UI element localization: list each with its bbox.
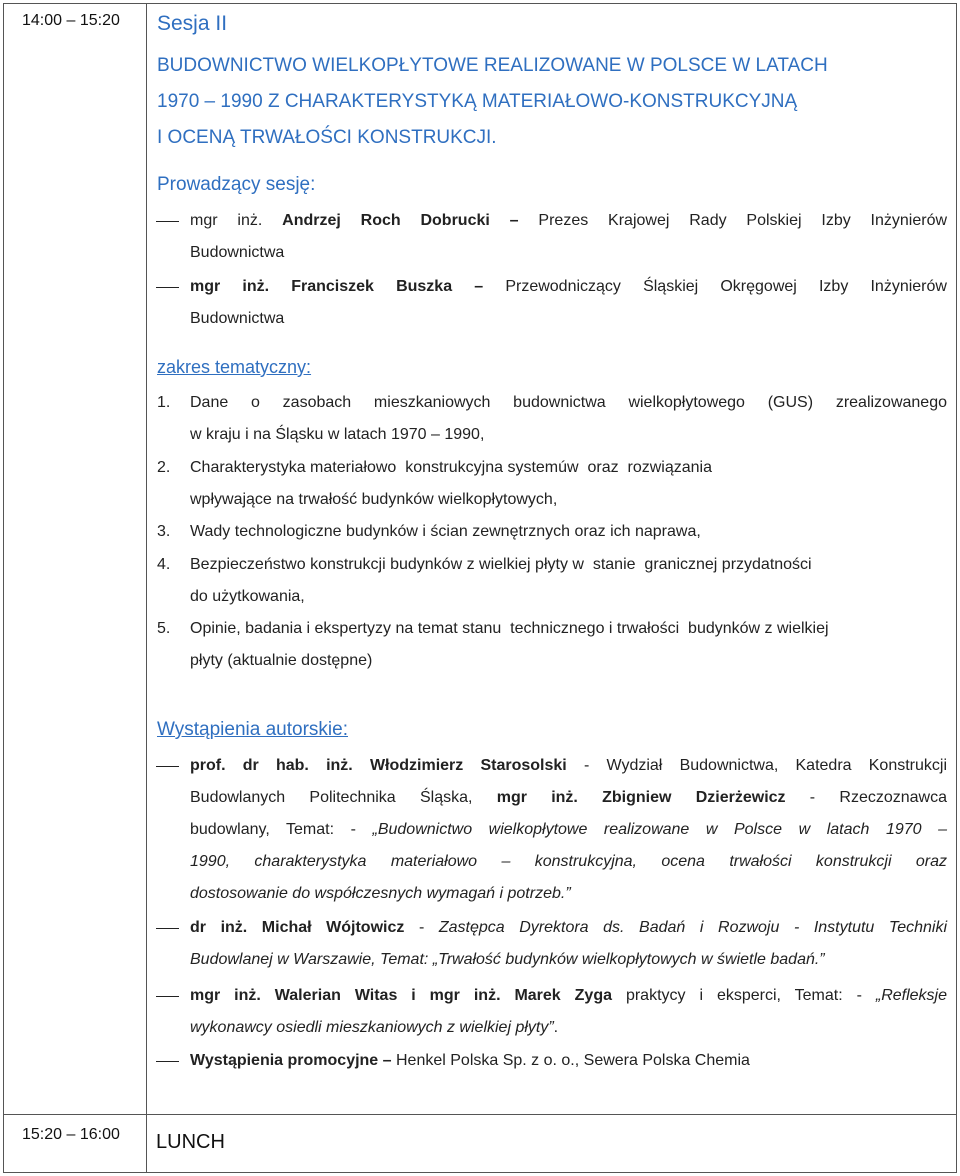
- talk-author: prof. dr hab. inż. Włodzimierz Starosolski: [190, 757, 567, 774]
- dash-bullet: [156, 766, 179, 767]
- talk-author: mgr inż. Zbigniew Dzierżewicz: [496, 789, 786, 806]
- chair-entry: [190, 271, 947, 335]
- talk-topic: „Budownictwo wielkopłytowe realizowane w Polsce w latach 1970 –: [372, 821, 947, 838]
- session-title-line: 1970 – 1990 Z CHARAKTERYSTYKĄ MATERIAŁOWO-KONSTRUKCYJNĄ: [157, 91, 798, 112]
- scope-item-line: Wady technologiczne budynków i ścian zewnętrznych oraz ich naprawa,: [190, 523, 701, 540]
- lunch-label: LUNCH: [156, 1131, 225, 1153]
- chair-role-cont: Budownictwa: [190, 310, 285, 327]
- scope-number: 4.: [157, 556, 171, 573]
- scope-number: 1.: [157, 394, 171, 411]
- session-name: Sesja II: [157, 12, 228, 35]
- talks-heading: Wystąpienia autorskie:: [157, 719, 348, 740]
- talk-topic-label: budowlany, Temat: -: [190, 821, 373, 838]
- chair-name: Franciszek Buszka: [291, 278, 453, 295]
- chair-name: Andrzej Roch Dobrucki: [282, 212, 490, 229]
- dash-bullet: [156, 221, 179, 222]
- talk-affiliation: praktycy i eksperci, Temat: -: [612, 987, 876, 1004]
- scope-item-line: Dane o zasobach mieszkaniowych budownictwa wielkopłytowego (GUS) zrealizowanego: [190, 394, 947, 411]
- scope-number: 5.: [157, 620, 171, 637]
- column-divider: [146, 4, 147, 1172]
- scope-item-line: Bezpieczeństwo konstrukcji budynków z wielkiej płyty w stanie granicznej przydatności: [190, 556, 812, 573]
- talk-affiliation: Henkel Polska Sp. z o. o., Sewera Polska Chemia: [391, 1052, 750, 1069]
- chair-role: Przewodniczący Śląskiej Okręgowej Izby Inżynierów: [505, 278, 947, 295]
- talk-topic: wykonawcy osiedli mieszkaniowych z wielkiej płyty”: [190, 1019, 554, 1036]
- chair-prefix: mgr inż.: [190, 212, 263, 229]
- session-time: 14:00 – 15:20: [22, 12, 120, 29]
- talk-affiliation: Budowlanych Politechnika Śląska,: [190, 789, 497, 806]
- scope-number: 3.: [157, 523, 171, 540]
- dash-bullet: [156, 1061, 179, 1062]
- talk-entry: [190, 980, 947, 1044]
- chair-sep: –: [509, 212, 519, 229]
- session-title-line: BUDOWNICTWO WIELKOPŁYTOWE REALIZOWANE W POLSCE W LATACH: [157, 55, 828, 76]
- talk-topic: 1990, charakterystyka materiałowo – konstrukcyjna, ocena trwałości konstrukcji oraz: [190, 853, 947, 870]
- scope-item-line: wpływające na trwałość budynków wielkopłytowych,: [190, 491, 558, 508]
- scope-heading: zakres tematyczny:: [157, 357, 312, 377]
- talk-entry: [190, 1045, 947, 1077]
- talk-affiliation: Zastępca Dyrektora ds. Badań i Rozwoju - Instytutu Techniki: [438, 919, 947, 936]
- scope-item: [190, 452, 947, 516]
- session-title: [157, 48, 947, 156]
- chair-sep: –: [474, 278, 484, 295]
- talk-author: dr inż. Michał Wójtowicz: [190, 919, 405, 936]
- scope-item: [190, 613, 947, 677]
- talk-entry: [190, 912, 947, 976]
- talk-entry: [190, 750, 947, 910]
- scope-item-line: w kraju i na Śląsku w latach 1970 – 1990,: [190, 426, 485, 443]
- scope-item: [190, 387, 947, 451]
- dash-bullet: [156, 928, 179, 929]
- scope-item-line: płyty (aktualnie dostępne): [190, 652, 373, 669]
- talk-topic: Budowlanej w Warszawie, Temat: „Trwałość budynków wielkopłytowych w świetle badań.”: [190, 951, 825, 968]
- talk-affiliation: - Rzeczoznawca: [785, 789, 948, 806]
- chair-role-cont: Budownictwa: [190, 244, 285, 261]
- chairs-heading: Prowadzący sesję:: [157, 174, 316, 195]
- talk-topic: dostosowanie do współczesnych wymagań i potrzeb.”: [190, 885, 571, 902]
- session-title-line: I OCENĄ TRWAŁOŚCI KONSTRUKCJI.: [157, 127, 497, 148]
- talk-author: Wystąpienia promocyjne –: [190, 1052, 392, 1069]
- dash-bullet: [156, 287, 179, 288]
- scope-item-line: Charakterystyka materiałowo konstrukcyjna systemúw oraz rozwiązania: [190, 459, 712, 476]
- chair-prefix: mgr inż.: [190, 278, 270, 295]
- row-divider: [4, 1114, 956, 1115]
- lunch-time: 15:20 – 16:00: [22, 1126, 120, 1143]
- scope-item-line: do użytkowania,: [190, 588, 305, 605]
- talk-topic-end: .: [553, 1019, 559, 1036]
- scope-number: 2.: [157, 459, 171, 476]
- talk-topic: „Refleksje: [875, 987, 948, 1004]
- dash-bullet: [156, 996, 179, 997]
- chair-entry: [190, 205, 947, 269]
- chair-role: Prezes Krajowej Rady Polskiej Izby Inżynierów: [538, 212, 948, 229]
- talk-affiliation: - Wydział Budownictwa, Katedra Konstrukcji: [566, 757, 948, 774]
- scope-item-line: Opinie, badania i ekspertyzy na temat stanu technicznego i trwałości budynków z wielkiej: [190, 620, 829, 637]
- talk-separator: -: [404, 919, 439, 936]
- scope-item: [190, 549, 947, 613]
- scope-item: [190, 516, 947, 548]
- talk-author: mgr inż. Walerian Witas i mgr inż. Marek Zyga: [190, 987, 612, 1004]
